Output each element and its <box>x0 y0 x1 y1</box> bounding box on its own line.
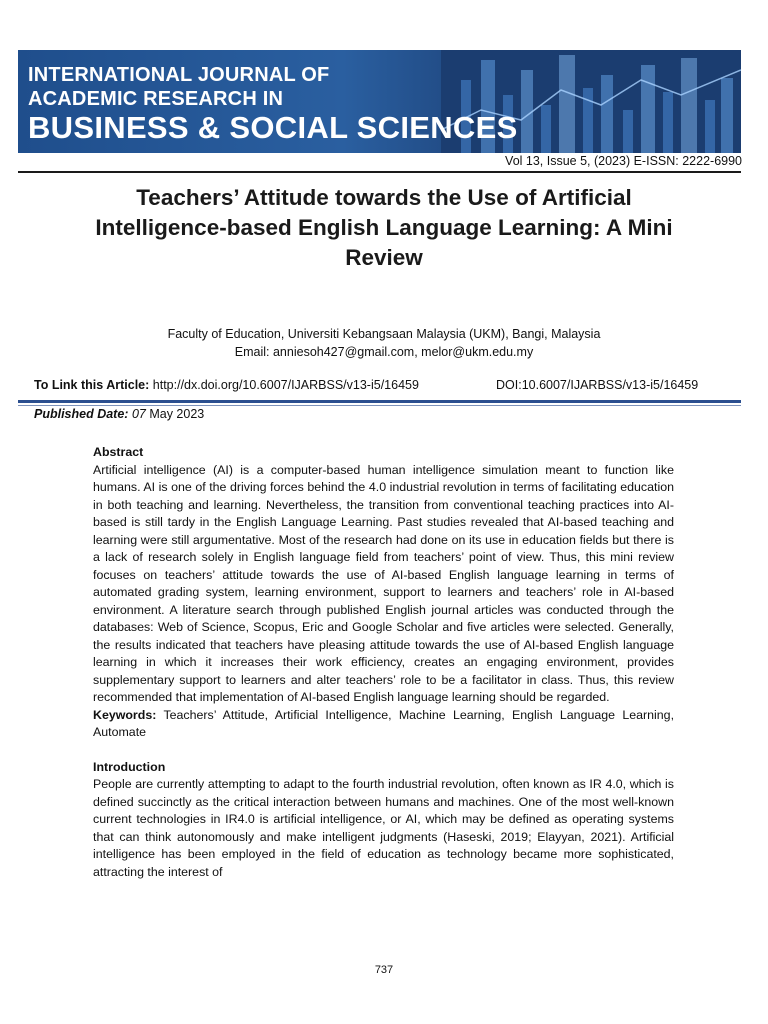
header-rule <box>18 171 741 173</box>
journal-banner <box>18 50 741 153</box>
doi-link[interactable]: DOI:10.6007/IJARBSS/v13-i5/16459 <box>496 378 699 392</box>
paper-title: Teachers’ Attitude towards the Use of Artificial Intelligence-based English Language Learning: A Mini Review <box>95 185 673 270</box>
link-label: To Link this Article: <box>34 378 150 392</box>
keywords-text: Teachers’ Attitude, Artificial Intelligence, Machine Learning, English Language Learning, Automate <box>93 707 675 739</box>
article-link-row <box>34 378 744 392</box>
introduction-heading: Introduction <box>93 759 166 774</box>
author-email: Email: anniesoh427@gmail.com, melor@ukm.edu.my <box>234 345 534 359</box>
page-number: 737 <box>374 964 394 976</box>
divider-thin <box>18 405 741 406</box>
banner-line-1: INTERNATIONAL JOURNAL OF <box>28 64 330 86</box>
published-label: Published Date: <box>34 407 129 421</box>
volume-info: Vol 13, Issue 5, (2023) E-ISSN: 2222-6990 <box>505 154 742 168</box>
published-month-year: May 2023 <box>149 407 205 421</box>
divider-thick <box>18 400 741 403</box>
abstract-text: Artificial intelligence (AI) is a computer-based human intelligence simulation meant to function like humans. AI is one of the driving forces behind the 4.0 industrial revolution in terms of facilitating education in both teaching and learning. Nevertheless, the transition from conventional teaching practices into AI-based is still tardy in the English Language Learning. Past studies revealed that AI-based teaching and learning were still argumentative. Most of the research had done on its use in education fields but there is a lack of research solely in English language field from teachers’ point of view. Thus, this mini review focuses on teachers’ attitude towards the use of AI-based English language learning in terms of automated grading system, learning environment, support to learners and teachers’ role in AI-based environment. A literature search through published English journal articles was conducted through the databases: Web of Science, Scopus, Eric and Google Scholar and five articles were selected. Generally, the results indicated that teachers have pleasing attitude towards the use of AI-based English language learning in which it increases their work efficiency, creates an engaging environment, provides supplementary support to learners and alter teachers’ role to be a facilitator in class. Thus, this review recommended that implementation of AI-based English language learning should be regarded. <box>93 462 674 704</box>
affiliation: Faculty of Education, Universiti Kebangsaan Malaysia (UKM), Bangi, Malaysia <box>167 327 601 341</box>
introduction-text: People are currently attempting to adapt to the fourth industrial revolution, often known as IR 4.0, which is defined succinctly as the critical interaction between humans and machines. One of the most well-known current technologies in IR4.0 is artificial intelligence, or AI, which may be defined as operating systems that can think autonomously and make intelligent judgments (Haseski, 2019; Elayyan, 2021). Artificial intelligence has been employed in the field of education as technology became more sophisticated, attracting the interest of <box>93 777 674 879</box>
abstract-heading: Abstract <box>93 445 144 459</box>
body-column <box>93 444 674 881</box>
banner-line-3: BUSINESS & SOCIAL SCIENCES <box>28 110 518 145</box>
article-url-link[interactable]: http://dx.doi.org/10.6007/IJARBSS/v13-i5/16459 <box>152 378 419 392</box>
keywords-label: Keywords: <box>93 707 157 722</box>
keywords <box>93 707 674 742</box>
author-affiliation-block <box>0 325 768 361</box>
banner-line-2: ACADEMIC RESEARCH IN <box>28 88 284 110</box>
published-date <box>34 407 204 421</box>
published-day: 07 <box>131 407 146 421</box>
